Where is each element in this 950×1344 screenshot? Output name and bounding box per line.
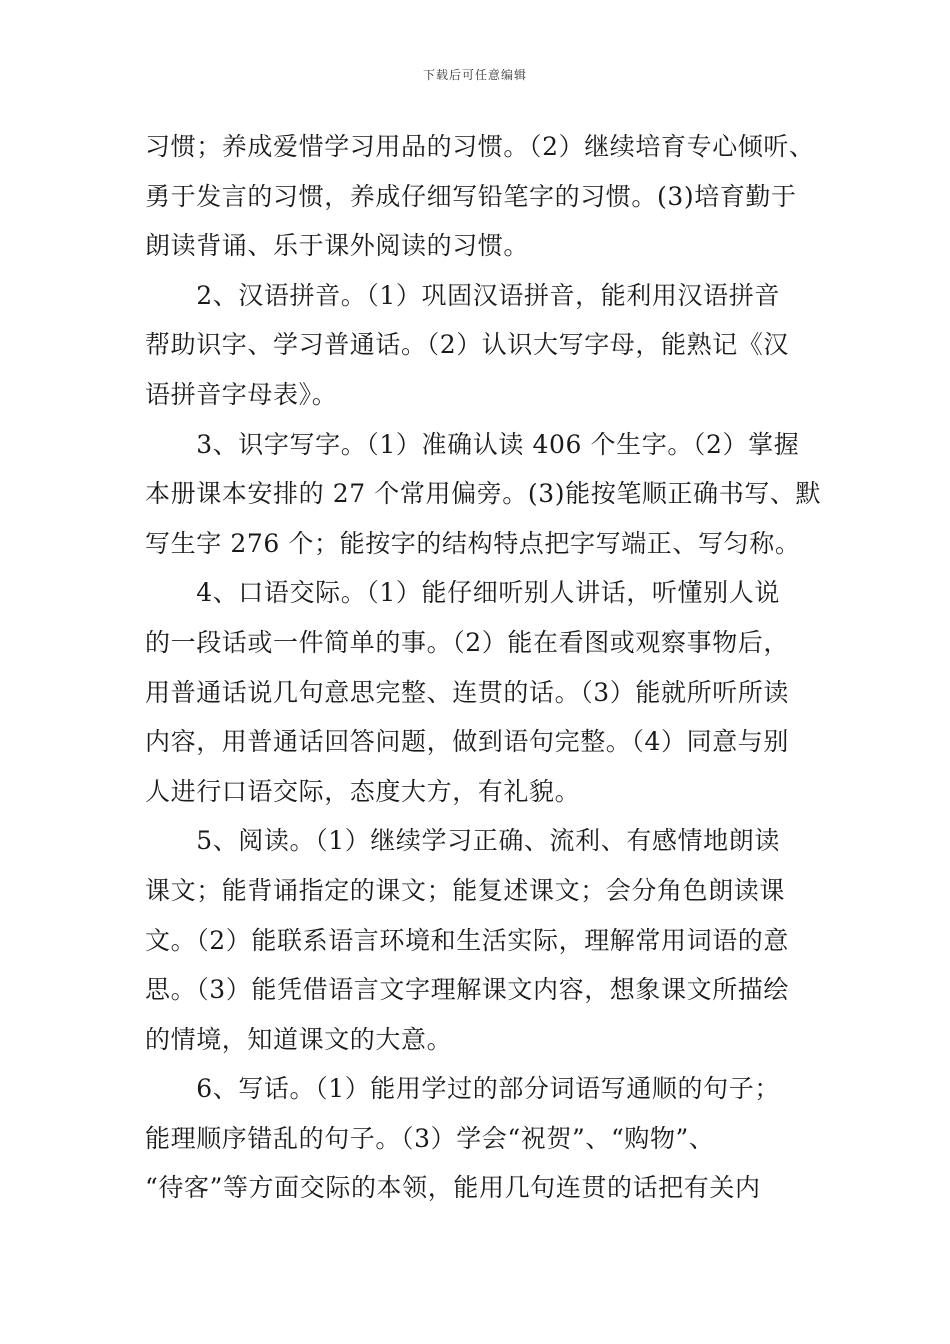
text-line: 勇于发言的习惯，养成仔细写铅笔字的习惯。(3)培育勤于 <box>145 181 797 211</box>
text-line: 思。（3）能凭借语言文字理解课文内容，想象课文所描绘 <box>145 975 790 1005</box>
text-line: 4、口语交际。（1）能仔细听别人讲话，听懂别人说 <box>145 578 780 608</box>
text-line: 人进行口语交际，态度大方，有礼貌。 <box>145 776 581 806</box>
text-line: “待客”等方面交际的本领，能用几句连贯的话把有关内 <box>145 1173 761 1203</box>
text-line: 的情境，知道课文的大意。 <box>145 1024 453 1054</box>
text-line: 内容，用普通话回答问题，做到语句完整。（4）同意与别 <box>145 727 790 757</box>
text-line: 写生字 276 个；能按字的结构特点把字写端正、写匀称。 <box>145 528 801 558</box>
text-line: 文。（2）能联系语言环境和生活实际，理解常用词语的意 <box>145 925 790 955</box>
text-line: 帮助识字、学习普通话。（2）认识大写字母，能熟记《汉 <box>145 330 790 360</box>
text-line: 习惯；养成爱惜学习用品的习惯。（2）继续培育专心倾听、 <box>145 132 815 161</box>
text-line: 能理顺序错乱的句子。（3）学会“祝贺”、“购物”、 <box>145 1123 715 1153</box>
document-body <box>145 122 822 1213</box>
text-line: 2、汉语拼音。（1）巩固汉语拼音，能利用汉语拼音 <box>145 280 780 310</box>
text-line: 的一段话或一件简单的事。（2）能在看图或观察事物后， <box>145 627 790 657</box>
text-line: 5、阅读。（1）继续学习正确、流利、有感情地朗读 <box>145 826 780 856</box>
text-line: 语拼音字母表》。 <box>145 379 338 409</box>
text-line: 本册课本安排的 27 个常用偏旁。(3)能按笔顺正确书写、默 <box>145 479 822 509</box>
page-header-note: 下载后可任意编辑 <box>422 68 527 82</box>
text-line: 朗读背诵、乐于课外阅读的习惯。 <box>145 231 530 261</box>
text-line: 用普通话说几句意思完整、连贯的话。（3）能就所听所读 <box>145 677 790 707</box>
text-line: 3、识字写字。（1）准确认读 406 个生字。（2）掌握 <box>145 429 800 459</box>
text-line: 6、写话。（1）能用学过的部分词语写通顺的句子； <box>145 1074 780 1104</box>
text-line: 课文；能背诵指定的课文；能复述课文；会分角色朗读课 <box>145 875 786 905</box>
